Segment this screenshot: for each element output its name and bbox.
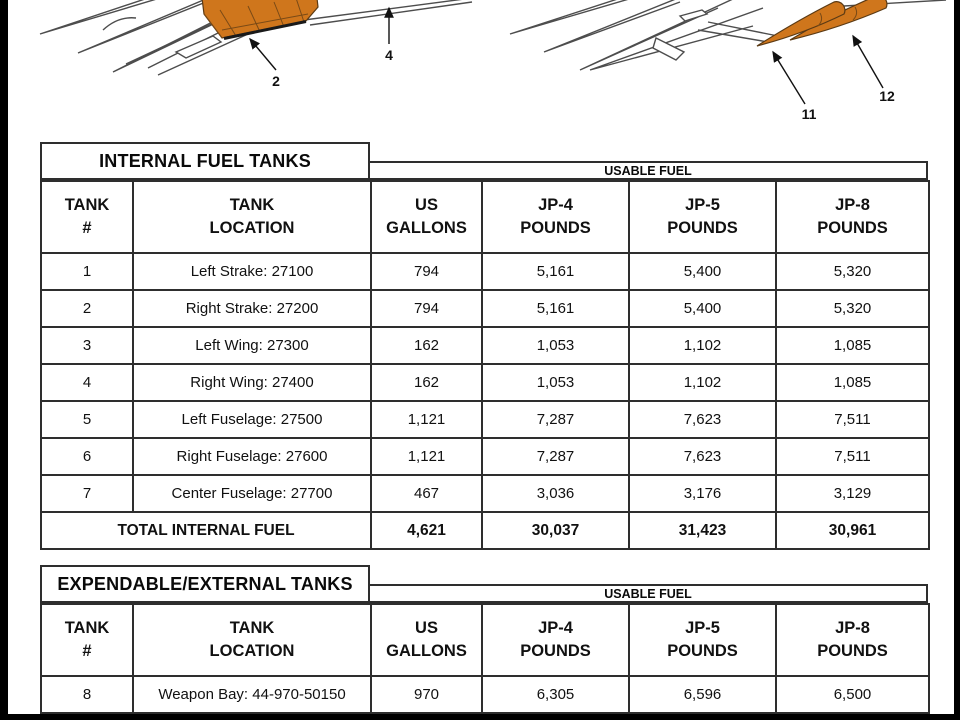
- col-header-jp8-pounds: JP-8 POUNDS: [776, 181, 929, 253]
- total-jp5-cell: 31,423: [629, 512, 776, 549]
- table-row: [41, 327, 929, 364]
- table-cell: 3,176: [629, 475, 776, 512]
- table-cell: 7,287: [482, 401, 629, 438]
- internal-table-title: INTERNAL FUEL TANKS: [40, 142, 370, 180]
- callout-2-arrow: [250, 39, 276, 70]
- aircraft-fuel-tank-diagram: [8, 0, 954, 140]
- table-cell: 794: [371, 253, 482, 290]
- table-cell: 5: [41, 401, 133, 438]
- table-cell: 467: [371, 475, 482, 512]
- table-cell: 6: [41, 438, 133, 475]
- internal-usable-fuel-label: USABLE FUEL: [368, 161, 928, 180]
- table-cell: 7,623: [629, 438, 776, 475]
- table-cell: 1,102: [629, 327, 776, 364]
- table-cell: Left Strake: 27100: [133, 253, 371, 290]
- table-cell: 1,121: [371, 438, 482, 475]
- callout-11-label: 11: [801, 106, 817, 122]
- table-cell: 6,596: [629, 676, 776, 713]
- table-cell: 1,085: [776, 327, 929, 364]
- col-header-jp5-pounds: JP-5 POUNDS: [629, 181, 776, 253]
- strake-tank-highlight: [202, 0, 318, 39]
- table-row: [41, 438, 929, 475]
- callout-12-label: 12: [879, 88, 895, 104]
- table-cell: 7,511: [776, 438, 929, 475]
- table-cell: 1,085: [776, 364, 929, 401]
- col-header-jp8-pounds: JP-8 POUNDS: [776, 604, 929, 676]
- table-cell: Weapon Bay: 44-970-50150: [133, 676, 371, 713]
- table-cell: 1,121: [371, 401, 482, 438]
- external-table-title: EXPENDABLE/EXTERNAL TANKS: [40, 565, 370, 603]
- table-cell: 1,102: [629, 364, 776, 401]
- table-cell: 6,500: [776, 676, 929, 713]
- table-cell: 1,053: [482, 364, 629, 401]
- table-cell: 3,129: [776, 475, 929, 512]
- callout-12-arrow: [853, 36, 883, 88]
- external-fuel-table: [40, 603, 930, 714]
- external-header-row: [41, 604, 929, 676]
- table-cell: 794: [371, 290, 482, 327]
- col-header-us-gallons: US GALLONS: [371, 181, 482, 253]
- table-cell: 5,400: [629, 290, 776, 327]
- table-row: [41, 676, 929, 713]
- table-cell: 7,511: [776, 401, 929, 438]
- table-cell: 7,287: [482, 438, 629, 475]
- col-header-tank-location: TANK LOCATION: [133, 181, 371, 253]
- table-cell: 5,161: [482, 290, 629, 327]
- table-cell: 5,320: [776, 290, 929, 327]
- table-cell: 1: [41, 253, 133, 290]
- table-cell: Left Wing: 27300: [133, 327, 371, 364]
- clipped-next-row: [41, 713, 929, 714]
- table-cell: 5,400: [629, 253, 776, 290]
- external-drop-tanks: [757, 0, 887, 46]
- col-header-us-gallons: US GALLONS: [371, 604, 482, 676]
- table-cell: Center Fuselage: 27700: [133, 475, 371, 512]
- external-usable-fuel-label: USABLE FUEL: [368, 584, 928, 603]
- table-cell: 5,161: [482, 253, 629, 290]
- table-cell: 3,036: [482, 475, 629, 512]
- table-cell: 6,305: [482, 676, 629, 713]
- table-cell: 7: [41, 475, 133, 512]
- total-label-cell: TOTAL INTERNAL FUEL: [41, 512, 371, 549]
- table-cell: 162: [371, 327, 482, 364]
- table-cell: Right Strake: 27200: [133, 290, 371, 327]
- table-cell: 4: [41, 364, 133, 401]
- table-cell: 970: [371, 676, 482, 713]
- table-row: [41, 290, 929, 327]
- table-cell: 8: [41, 676, 133, 713]
- internal-fuel-tanks-section: [40, 142, 928, 550]
- internal-header-row: [41, 181, 929, 253]
- total-jp8-cell: 30,961: [776, 512, 929, 549]
- table-cell: Left Fuselage: 27500: [133, 401, 371, 438]
- col-header-tank-location: TANK LOCATION: [133, 604, 371, 676]
- callout-2-label: 2: [272, 73, 280, 89]
- callout-11-arrow: [773, 52, 805, 104]
- table-cell: Right Wing: 27400: [133, 364, 371, 401]
- col-header-jp4-pounds: JP-4 POUNDS: [482, 181, 629, 253]
- table-cell: 3: [41, 327, 133, 364]
- callout-4-label: 4: [385, 47, 393, 63]
- table-cell: 162: [371, 364, 482, 401]
- total-jp4-cell: 30,037: [482, 512, 629, 549]
- table-row: [41, 401, 929, 438]
- table-cell: 2: [41, 290, 133, 327]
- col-header-jp5-pounds: JP-5 POUNDS: [629, 604, 776, 676]
- table-row: [41, 475, 929, 512]
- table-row: [41, 253, 929, 290]
- total-gallons-cell: 4,621: [371, 512, 482, 549]
- internal-fuel-table: [40, 180, 930, 550]
- external-tanks-section: [40, 565, 928, 714]
- table-row: [41, 364, 929, 401]
- table-cell: Right Fuselage: 27600: [133, 438, 371, 475]
- document-page: [8, 0, 954, 714]
- col-header-tank-num: TANK #: [41, 181, 133, 253]
- col-header-tank-num: TANK #: [41, 604, 133, 676]
- table-cell: 1,053: [482, 327, 629, 364]
- total-internal-fuel-row: [41, 512, 929, 549]
- right-callouts: [773, 36, 895, 122]
- table-cell: 7,623: [629, 401, 776, 438]
- col-header-jp4-pounds: JP-4 POUNDS: [482, 604, 629, 676]
- table-cell: 5,320: [776, 253, 929, 290]
